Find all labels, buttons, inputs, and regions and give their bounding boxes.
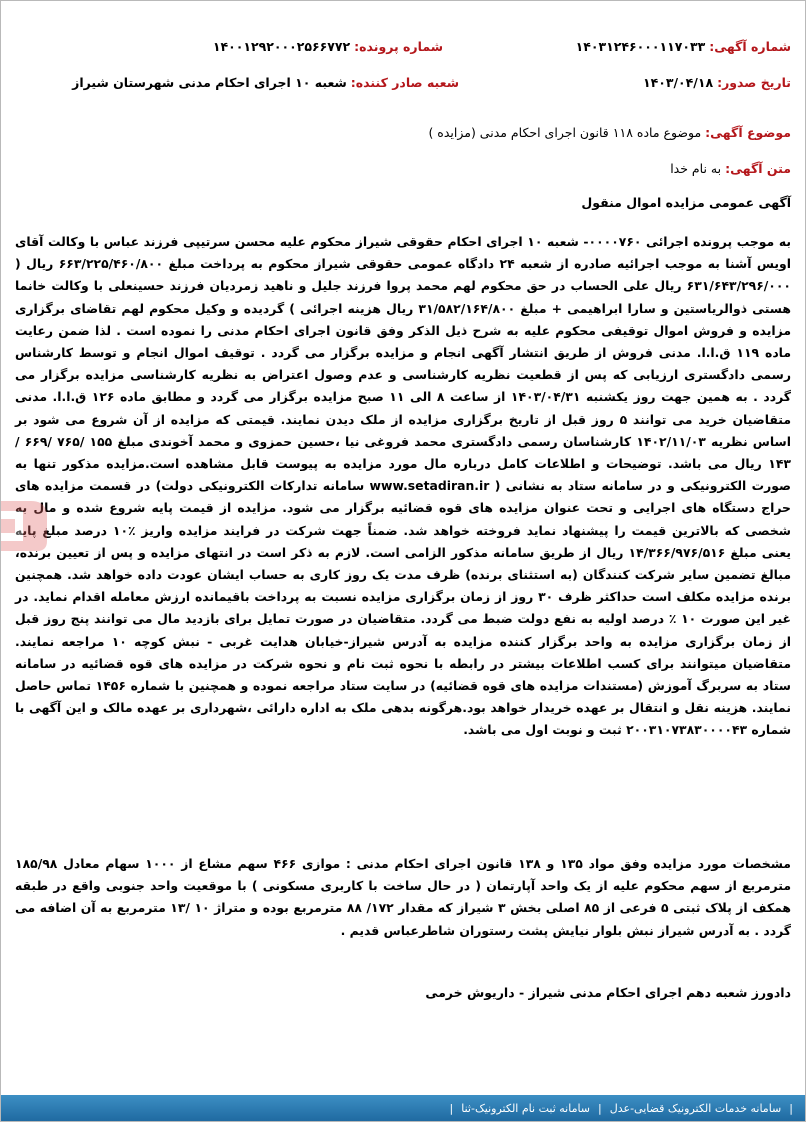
case-number-label: شماره پرونده: <box>354 39 443 54</box>
notice-heading: آگهی عمومی مزایده اموال منقول <box>581 195 791 210</box>
footer-separator: | <box>449 1101 454 1115</box>
notice-body-paragraph-1: به موجب پرونده اجرائی ۰۰۰۰۷۶۰- شعبه ۱۰ اجرای احکام حقوقی شیراز محکوم علیه محسن سرتیپی فرزند عباس با وکالت آقای اویس آشنا به موجب اجرائیه صادره از شعبه ۲۴ دادگاه عمومی حقوقی شیراز محکوم به پرداخت مبلغ ۶۶۳/۲۲۵/۴۶۰/۸۰۰ ریال ( ۶۳۱/۶۴۳/۲۹۶/۰۰۰ ریال علی الحساب در حق محکوم لهم محمد پروا فرزند جلیل و ناهید زمردیان فرزند حسینعلی با وکالت خانما هستی ذوالریاستین و سارا ابراهیمی + مبلغ ۳۱/۵۸۲/۱۶۴/۸۰۰ ریال هزینه اجرائی ) گردیده و وکیل محکوم لهم تقاضای برگزاری مزایده و فروش اموال توقیفی محکوم علیه به شرح ذیل الذکر وفق قانون اجرای احکام مدنی را نموده است . لذا ضمن رعایت ماده ۱۱۹ ق.ا.ا. مدنی فروش از طریق انتشار آگهی انجام و مزایده برگزار می گردد . توقیف اموال انجام و توسط کارشناس رسمی دادگستری ارزیابی که پس از قطعیت نظریه کارشناسی و عدم وصول اعتراض به نظریه کارشناسی مزایده برگزار می گردد . به همین جهت روز یکشنبه ۱۴۰۳/۰۴/۳۱ از ساعت ۸ الی ۱۱ صبح مزایده برگزار می گردد و مطابق ماده ۱۲۶ ق.ا.ا. مدنی متقاضیان خرید می توانند ۵ روز قبل از تاریخ برگزاری مزایده از ملک دیدن نمایند. قیمتی که مزایده از آن شروع می شود بر اساس نظریه ۱۴۰۲/۱۱/۰۳ کارشناسان رسمی دادگستری محمد فروغی نیا ،حسین حمزوی و محمد آخوندی مبلغ ۱۵۵ /۷۶۵ /۶۶۹ /۱۴۳ ریال می باشد. توضیحات و اطلاعات کامل درباره مال مورد مزایده به پیوست قابل مشاهده است.مزایده مذکور تنها به صورت الکترونیکی و در سامانه ستاد به نشانی ( www.setadiran.ir سامانه تدارکات الکترونیکی دولت) در قسمت مزایده های حراج دستگاه های اجرایی و تحت عنوان مزایده های قوه قضائیه برگزار می شود. مزایده از قیمت پایه شروع شده و مال به شخصی که بالاترین قیمت را پیشنهاد نماید فروخته خواهد شد. ضمناً جهت شرکت در فرایند مزایده واریز ٪۱۰ درصد مبلغ پایه یعنی مبلغ ۱۴/۳۶۶/۹۷۶/۵۱۶ ریال از طریق سامانه مذکور الزامی است. لازم به ذکر است در انتهای مزایده و پس از تعیین برنده، مبالغ تضمین سایر شرکت کنندگان (به استثنای برنده) ظرف مدت یک روز کاری به حساب ایشان عودت داده خواهد شد. همچنین برنده مزایده مکلف است حداکثر ظرف ۳۰ روز از زمان برگزاری مزایده نسبت به پرداخت باقیمانده ارزش معامله اقدام نماید. در غیر این صورت ۱۰ ٪ درصد اولیه به نفع دولت ضبط می گردد. متقاضیان در صورت تمایل برای بازدید مال می توانند پنج روز قبل از زمان برگزاری مزایده به واحد برگزار کننده مزایده به آدرس شیراز-خیابان هدایت غربی - نبش کوچه ۱۰ مراجعه نمایند. متقاضیان میتوانند برای کسب اطلاعات بیشتر در رابطه با نحوه ثبت نام و نحوه شرکت در مزایده های قوه قضائیه در سامانه ستاد به سربرگ آموزش (مستندات مزایده های قوه قضائیه) در سایت ستاد مراجعه نموده و همچنین با شماره ۱۴۵۶ تماس حاصل نمایند. هزینه نقل و انتقال بر عهده خریدار خواهد بود.هرگونه بدهی ملک به اداره دارائی ،شهرداری بر عهده مالک و این آگهی با شماره ۲۰۰۳۱۰۷۳۸۳۰۰۰۰۴۳ ثبت و نوبت اول می باشد. <box>15 234 792 738</box>
notice-text-intro <box>670 161 791 176</box>
issuer-row <box>72 75 459 90</box>
issue-date-row <box>643 75 791 90</box>
issuer-label: شعبه صادر کننده: <box>350 75 459 90</box>
notice-number-row <box>576 39 791 54</box>
notice-body-paragraph-2: مشخصات مورد مزایده وفق مواد ۱۳۵ و ۱۳۸ قانون اجرای احکام مدنی : موازی ۴۶۶ سهم مشاع از ۱۰۰۰ سهام معادل ۱۸۵/۹۸ مترمربع از سهم محکوم علیه از یک واحد آپارتمان ( در حال ساخت با کاربری مسکونی ) با موقعیت واحد جنوبی واقع در طبقه همکف از پلاک ثبتی ۵ فرعی از ۸۵ اصلی بخش ۳ شیراز که مقدار ۱۷۲/ ۸۸ مترمربع بوده و متراژ ۱۰ /۱۳ مترمربع به آن اضافه می گردد . به آدرس شیراز نبش بلوار نیایش پشت رستوران شاطرعباس قدیم . <box>15 856 792 938</box>
footer-link-adl[interactable]: سامانه خدمات الکترونیک قضایی-عدل <box>609 1101 782 1115</box>
text-intro-value: به نام خدا <box>670 161 722 176</box>
subject-value: موضوع ماده ۱۱۸ قانون اجرای احکام مدنی (مزایده ) <box>428 125 702 140</box>
footer-separator: | <box>598 1101 602 1115</box>
issuer-value: شعبه ۱۰ اجرای احکام مدنی شهرستان شیراز <box>72 75 347 90</box>
issue-date-value: ۱۴۰۳/۰۴/۱۸ <box>642 75 714 90</box>
text-label: متن آگهی: <box>725 161 791 176</box>
issue-date-label: تاریخ صدور: <box>717 75 791 90</box>
case-number-value: ۱۴۰۰۱۲۹۲۰۰۰۲۵۶۶۷۷۲ <box>212 39 351 54</box>
footer-link-sana[interactable]: سامانه ثبت نام الکترونیک-ثنا <box>461 1101 591 1115</box>
subject-label: موضوع آگهی: <box>705 125 791 140</box>
notice-number-label: شماره آگهی: <box>709 39 791 54</box>
footer-bar <box>1 1095 805 1121</box>
notice-subject <box>428 125 791 140</box>
notice-number-value: ۱۴۰۳۱۲۴۶۰۰۰۱۱۷۰۳۳ <box>575 39 706 54</box>
signature: دادورز شعبه دهم اجرای احکام مدنی شیراز - داریوش خرمی <box>425 985 791 1000</box>
watermark-logo-icon <box>1 497 53 555</box>
footer-separator: | <box>789 1101 793 1115</box>
case-number-row <box>213 39 443 54</box>
